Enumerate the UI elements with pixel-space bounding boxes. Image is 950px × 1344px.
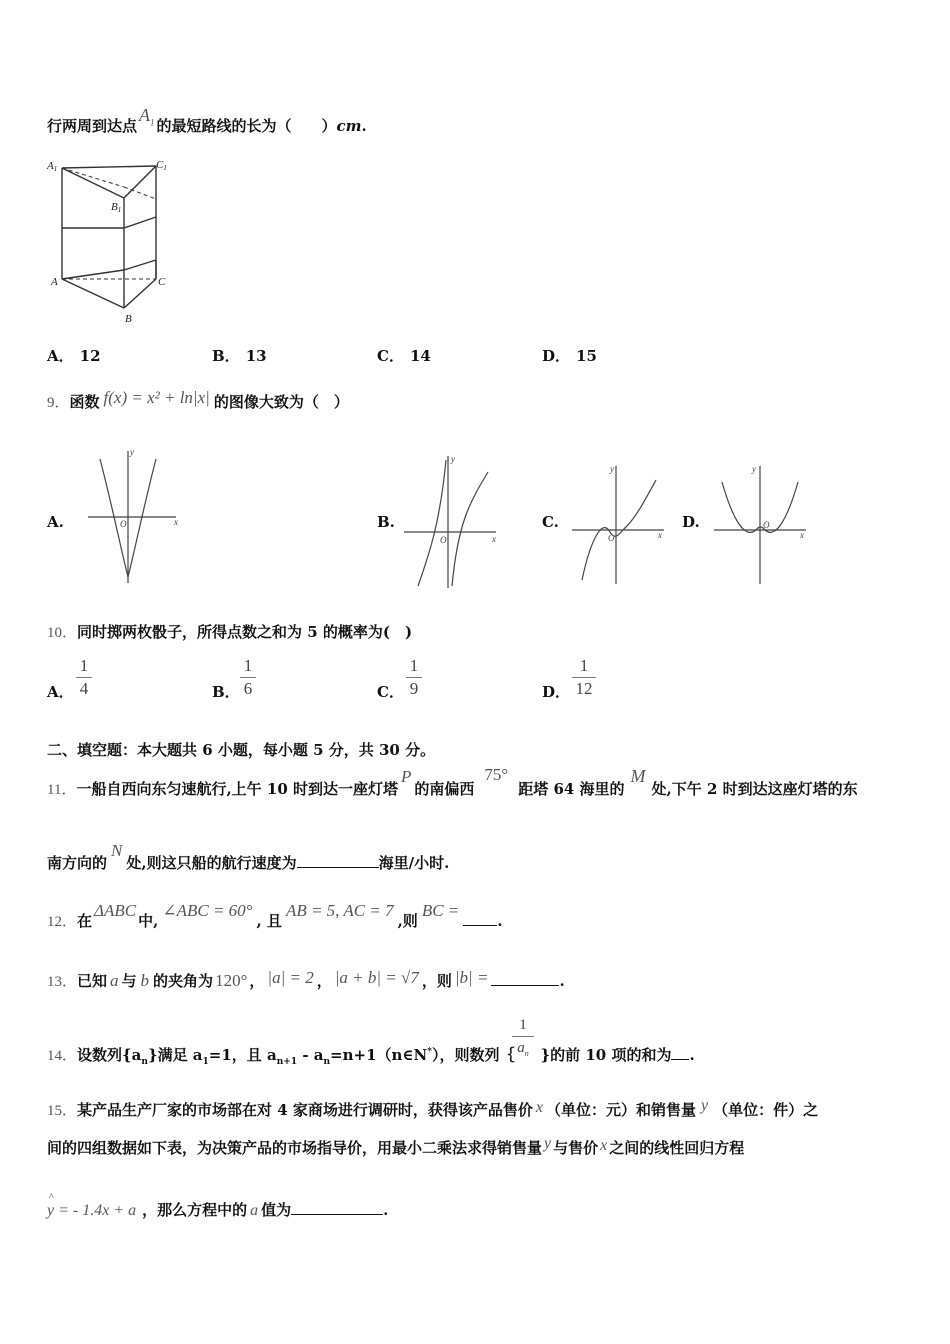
- q13-answer-blank[interactable]: [491, 971, 559, 986]
- q12-bc: BC =: [421, 901, 460, 920]
- label-b: B: [125, 313, 132, 325]
- q8-point-a1: $A_1$: [139, 105, 155, 128]
- prism-edge: [62, 166, 156, 168]
- svg-text:O: O: [763, 520, 770, 530]
- q12-triangle: ΔABC: [94, 901, 137, 920]
- q11-point-m: M: [630, 766, 646, 786]
- q9-option-c-label[interactable]: C.: [542, 513, 559, 531]
- svg-text:x: x: [174, 517, 178, 527]
- q8-intro-after: 的最短路线的长为（ ）: [156, 117, 337, 135]
- q9-graph-d[interactable]: [712, 462, 812, 587]
- prism-hidden-edge: [62, 168, 124, 187]
- q9-stem: 9．函数 f(x) = x² + ln|x| 的图像大致为（ ）: [47, 388, 349, 411]
- svg-text:O: O: [120, 519, 127, 529]
- q12-line: 12．在ΔABC中,∠ABC = 60°, 且AB = 5, AC = 7,则BC =.: [47, 901, 503, 930]
- q8-option-b[interactable]: B． 13: [212, 347, 267, 365]
- q9-option-d-label[interactable]: D.: [682, 513, 700, 531]
- q10-option-a[interactable]: A．: [47, 683, 74, 701]
- q10-stem: 10．同时掷两枚骰子，所得点数之和为 5 的概率为( ): [47, 623, 413, 641]
- q10-option-b[interactable]: B．: [212, 683, 240, 701]
- q9-graph-a[interactable]: [84, 445, 214, 590]
- q11-line2: 南方向的N处,则这只船的航行速度为 海里/小时.: [47, 841, 450, 872]
- q11-line1: 11．一船自西向东匀速航行,上午 10 时到达一座灯塔P的南偏西75°距塔 64 海里的M处,下午 2 时到达这座灯塔的东: [47, 765, 858, 798]
- prism-edge: [124, 279, 156, 308]
- q8-intro: 行两周到达点$A_1$ 的最短路线的长为（ ）cm.: [47, 105, 367, 135]
- svg-text:y: y: [451, 454, 455, 464]
- q14-answer-blank[interactable]: [671, 1045, 689, 1060]
- path-line: [124, 217, 156, 228]
- label-b1: B1: [111, 201, 122, 214]
- q12-sides: AB = 5, AC = 7: [285, 901, 394, 920]
- q10-option-c[interactable]: C．: [377, 683, 404, 701]
- q15-line3: ^ y = - 1.4x + a ，那么方程中的 a 值为 .: [47, 1192, 389, 1219]
- svg-text:O: O: [440, 535, 447, 545]
- q13-mod-a: |a| = 2: [267, 968, 314, 987]
- svg-text:x: x: [800, 530, 804, 540]
- q13-line: 13．已知 a 与 b 的夹角为 120° ， |a| = 2 ， |a + b| = √7 ，则 |b| = .: [47, 968, 565, 990]
- label-a1: A1: [47, 160, 58, 173]
- q10-option-d[interactable]: D．: [542, 683, 571, 701]
- q11-point-p: P: [401, 767, 412, 786]
- q14-line: 14．设数列$\{a_n\}$满足 $a_1=1$，且 $a_{n+1}$ - $a_n=n+1(n\in N^*)$，则数列｛ }的前 10 项的和为 .: [47, 1046, 695, 1067]
- q15-regression-equation: ^ y = - 1.4x + a: [47, 1192, 137, 1219]
- q13-mod-sum: |a + b| = √7: [334, 968, 419, 987]
- svg-text:y: y: [752, 464, 756, 474]
- q9-graph-c[interactable]: [570, 462, 670, 587]
- q12-angle: ∠ABC = 60°: [162, 901, 253, 920]
- svg-text:y: y: [610, 464, 614, 474]
- label-a: A: [51, 276, 58, 288]
- svg-text:O: O: [608, 533, 615, 543]
- prism-edge: [62, 168, 124, 198]
- q9-option-b-label[interactable]: B.: [377, 513, 395, 531]
- q11-angle: 75°: [484, 765, 509, 784]
- q8-prism-figure: [44, 155, 184, 330]
- q13-angle: 120°: [215, 971, 248, 990]
- path-line: [124, 260, 156, 270]
- section2-title: 二、填空题：本大题共 6 小题，每小题 5 分，共 30 分。: [47, 741, 436, 759]
- q8-option-c[interactable]: C． 14: [377, 347, 431, 365]
- svg-text:y: y: [130, 447, 134, 457]
- q9-graph-b[interactable]: [400, 452, 505, 592]
- q9-option-a-label[interactable]: A.: [47, 513, 64, 531]
- svg-text:x: x: [492, 534, 496, 544]
- q8-option-d[interactable]: D． 15: [542, 347, 597, 365]
- q8-intro-before: 行两周到达点: [47, 117, 138, 135]
- q11-point-n: N: [111, 841, 123, 860]
- q15-answer-blank[interactable]: [291, 1200, 383, 1215]
- q12-answer-blank[interactable]: [463, 911, 497, 926]
- q15-line2: 间的四组数据如下表，为决策产品的市场指导价，用最小二乘法求得销售量 y 与售价 x 之间的线性回归方程: [47, 1135, 745, 1157]
- q14-fraction: 1 $a_n$: [512, 1015, 534, 1064]
- prism-edge: [62, 279, 124, 308]
- q11-answer-blank[interactable]: [297, 853, 379, 868]
- q8-unit: cm: [336, 117, 362, 135]
- q8-option-a[interactable]: A． 12: [47, 347, 101, 365]
- q10-option-d-fraction: 1 12: [572, 656, 596, 699]
- label-c: C: [158, 276, 166, 288]
- q10-option-a-fraction: 1 4: [76, 656, 92, 699]
- q15-line1: 15．某产品生产厂家的市场部在对 4 家商场进行调研时，获得该产品售价 x （单位：元）和销售量 y （单位：件）之: [47, 1097, 819, 1119]
- q10-option-c-fraction: 1 9: [406, 656, 422, 699]
- svg-text:x: x: [658, 530, 662, 540]
- label-c1: C1: [156, 159, 167, 172]
- q13-mod-b: |b| =: [454, 968, 489, 987]
- q10-option-b-fraction: 1 6: [240, 656, 256, 699]
- path-line: [62, 270, 124, 279]
- q9-formula: f(x) = x² + ln|x|: [103, 388, 210, 407]
